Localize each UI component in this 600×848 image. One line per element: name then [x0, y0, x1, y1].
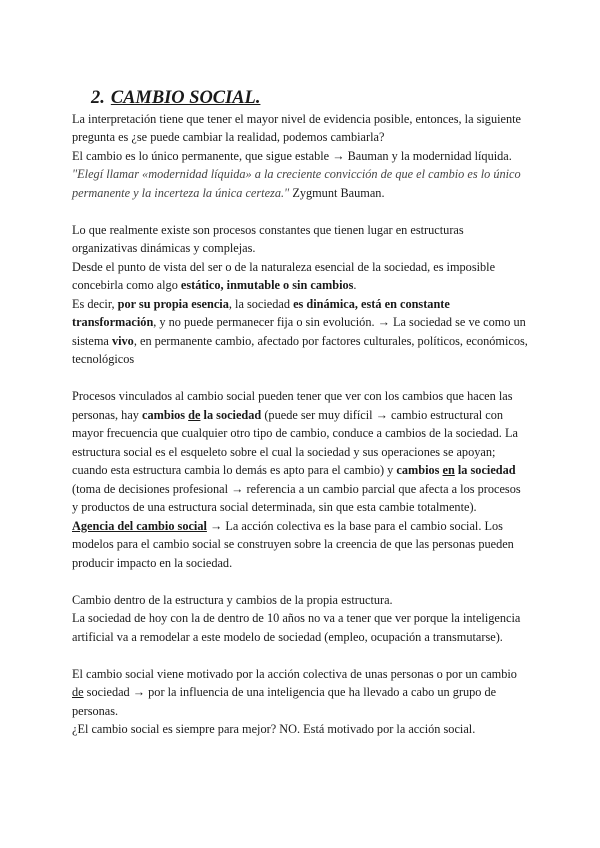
paragraph-essence — [72, 258, 528, 295]
section-number: 2. — [91, 87, 105, 107]
quote-author: Zygmunt Bauman. — [292, 185, 385, 200]
text-run: → La acción colectiva es la base para el cambio social. Los modelos para el cambio social se construyen sobre la creencia de que las personas pueden producir impacto en la sociedad. — [72, 518, 514, 570]
bold-run: por su propia esencia — [117, 296, 229, 311]
underlined-run: en — [442, 463, 455, 477]
text-run: , la sociedad — [228, 296, 294, 311]
bold-run — [396, 463, 515, 477]
spacer — [72, 369, 528, 388]
paragraph-dynamic — [72, 295, 528, 369]
spacer — [72, 572, 528, 591]
paragraph-bauman: El cambio es lo único permanente, que sigue estable → Bauman y la modernidad líquida. — [72, 148, 512, 163]
paragraph-question: ¿El cambio social es siempre para mejor? NO. Está motivado por la acción social. — [72, 722, 476, 736]
paragraph-agency — [72, 517, 528, 573]
text-run: sociedad → por la influencia de una inteligencia que ha llevado a cabo un grupo de personas. — [72, 685, 497, 718]
paragraph-processes: Lo que realmente existe son procesos constantes que tienen lugar en estructuras organizativas dinámicas y complejas. — [72, 222, 464, 255]
text-run: . — [353, 278, 357, 292]
paragraph-collective-action — [72, 665, 528, 721]
text-run: , en permanente cambio, afectado por factores culturales, políticos, económicos, tecnológicos — [72, 333, 528, 366]
bold-run: es dinámica, está en constante transformación — [72, 296, 450, 329]
text-run: Desde el punto de vista del ser o de la naturaleza esencial de la sociedad, es imposible concebirla como algo — [72, 259, 496, 292]
text-run: El cambio social viene motivado por la acción colectiva de unas personas o por un cambio — [72, 666, 517, 681]
spacer — [72, 646, 528, 665]
text-run: Procesos vinculados al cambio social pueden tener que ver con los cambios que hacen las personas, hay — [72, 389, 513, 422]
paragraph-interpretation: La interpretación tiene que tener el mayor nivel de evidencia posible, entonces, la siguiente pregunta es ¿se puede cambiar la realidad, podemos cambiarla? — [72, 111, 521, 144]
spacer — [72, 202, 528, 221]
text-run: (puede ser muy difícil → cambio estructural con mayor frecuencia que cualquier otro tipo de cambio, conduce a cambios de la sociedad. La estructura social es el esqueleto sobre el cual la sociedad y sus operaciones se apoyan; cuando esta estructura cambia lo demás es apto para el cambio) y — [72, 407, 518, 477]
paragraph-social-change-processes — [72, 387, 528, 517]
text-run: cambios — [142, 407, 189, 422]
paragraph-structure-change: Cambio dentro de la estructura y cambios de la propia estructura. — [72, 592, 393, 607]
text-run: la sociedad — [200, 407, 262, 422]
section-heading — [91, 88, 528, 107]
bauman-quote — [72, 165, 528, 202]
bold-run: vivo — [111, 333, 134, 348]
bold-run — [142, 408, 261, 422]
document-body — [72, 88, 528, 739]
text-run: (toma de decisiones profesional → referencia a un cambio parcial que afecta a los procesos y productos de una estructura social determinada, sin que esta cambie totalmente). — [72, 481, 521, 514]
underlined-run: de — [72, 685, 84, 699]
underlined-bold-run: Agencia del cambio social — [72, 518, 207, 533]
section-title: CAMBIO SOCIAL. — [110, 87, 261, 107]
quote-text: "Elegí llamar «modernidad líquida» a la creciente convicción de que el cambio es lo único permanente y la incerteza la única certeza." — [72, 167, 521, 200]
text-run: cambios — [396, 463, 443, 477]
underlined-run: de — [188, 407, 201, 422]
paragraph-ai-society: La sociedad de hoy con la de dentro de 10 años no va a tener que ver porque la inteligencia artificial va a remodelar a este modelo de sociedad (empleo, ocupación a transmutarse). — [72, 611, 521, 644]
text-run: la sociedad — [454, 463, 516, 477]
text-run: , y no puede permanecer fija o sin evolución. → La sociedad se ve como un sistema — [72, 315, 526, 348]
text-run: Es decir, — [72, 296, 118, 311]
bold-run: estático, inmutable o sin cambios — [180, 278, 354, 292]
